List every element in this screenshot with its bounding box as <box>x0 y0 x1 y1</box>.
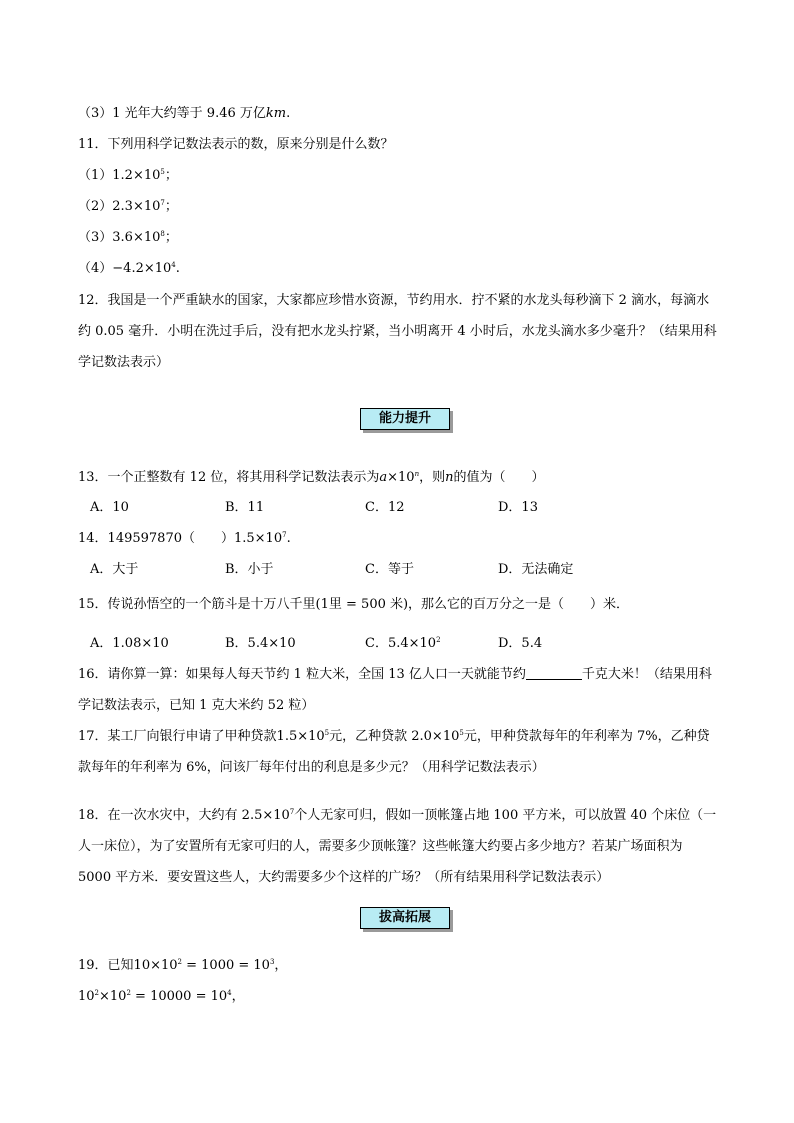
q13-option-b: B．11 <box>225 500 265 515</box>
q13-stem: 13．一个正整数有 12 位，将其用科学记数法表示为$a\times 10^n$，则n的值为（ ） <box>78 470 545 485</box>
q14-stem: 14．149597870（ ）$1.5\times 10^7$. <box>78 531 291 546</box>
q14-option-c: C．等于 <box>365 562 414 577</box>
answer-blank <box>526 667 582 680</box>
q11-stem: 11．下列用科学记数法表示的数，原来分别是什么数？ <box>78 137 394 152</box>
q11-item-1: $(1)1.2\times 10^5$； <box>78 168 178 183</box>
q18-text: 18．在一次水灾中，大约有 $2.5\times 10^7$个人无家可归，假如一顶帐篷占地 100 平方米，可以放置 40 个床位（一人一床位），为了安置所有无家可归的人，需要多少顶帐篷？这些帐篷大约要占多少地方？若某广场面积为 5000 平方米．要安置这些人，大约需要多少个这样的广场？（所有结果用科学记数法表示） <box>78 808 717 885</box>
q19-line-1: 19．已知$10\times 10^2 = 1000 = 10^3$， <box>78 958 288 973</box>
q15-option-b: B．5.4×10 <box>225 636 296 651</box>
q13-option-c: C．12 <box>365 500 405 515</box>
q15-option-d: D．5.4 <box>498 636 543 651</box>
q15-option-a: A．1.08×10 <box>90 636 169 651</box>
section-extension-banner: 拔高拓展 <box>360 907 450 929</box>
q14-option-d: D．无法确定 <box>498 562 574 577</box>
q15-stem: 15．传说孙悟空的一个筋斗是十万八千里(1里 = 500 米)，那么它的百万分之一是（ ）米． <box>78 597 630 612</box>
q14-option-b: B．小于 <box>225 562 274 577</box>
q13-option-a: A．10 <box>90 500 129 515</box>
q17-text: 17．某工厂向银行申请了甲种贷款$1.5\times 10^5$元，乙种贷款 $2.0\times 10^5$元，甲种贷款每年的年利率为 7%，乙种贷款每年的年利率为 6%，问该厂每年付出的利息是多少元？（用科学记数法表示） <box>78 729 710 775</box>
q13-option-d: D．13 <box>498 500 538 515</box>
q19-line-2: $10^2\times 10^2 = 10000 = 10^4$， <box>78 989 245 1004</box>
q11-item-2: $(2)2.3\times 10^7$； <box>78 199 178 214</box>
q10-part3: （3）1 光年大约等于 9.46 万亿km. <box>78 106 291 121</box>
q11-item-4: $(4)-4.2\times 10^4$. <box>78 261 180 276</box>
q12-text: 12．我国是一个严重缺水的国家，大家都应珍惜水资源，节约用水．拧不紧的水龙头每秒滴下 2 滴水，每滴水约 0.05 毫升．小明在洗过手后，没有把水龙头拧紧，当小明离开 4 小时后，水龙头滴水多少毫升？（结果用科学记数法表示） <box>78 293 717 370</box>
q14-option-a: A．大于 <box>90 562 139 577</box>
q16-text: 16．请你算一算：如果每人每天节约 1 粒大米，全国 13 亿人口一天就能节约 千克大米！（结果用科学记数法表示，已知 1 克大米约 52 粒） <box>78 667 712 713</box>
q11-item-3: $(3)3.6\times 10^8$； <box>78 230 178 245</box>
section-ability-banner: 能力提升 <box>360 408 450 430</box>
q15-option-c: C．$5.4\times 10^2$ <box>365 636 441 651</box>
